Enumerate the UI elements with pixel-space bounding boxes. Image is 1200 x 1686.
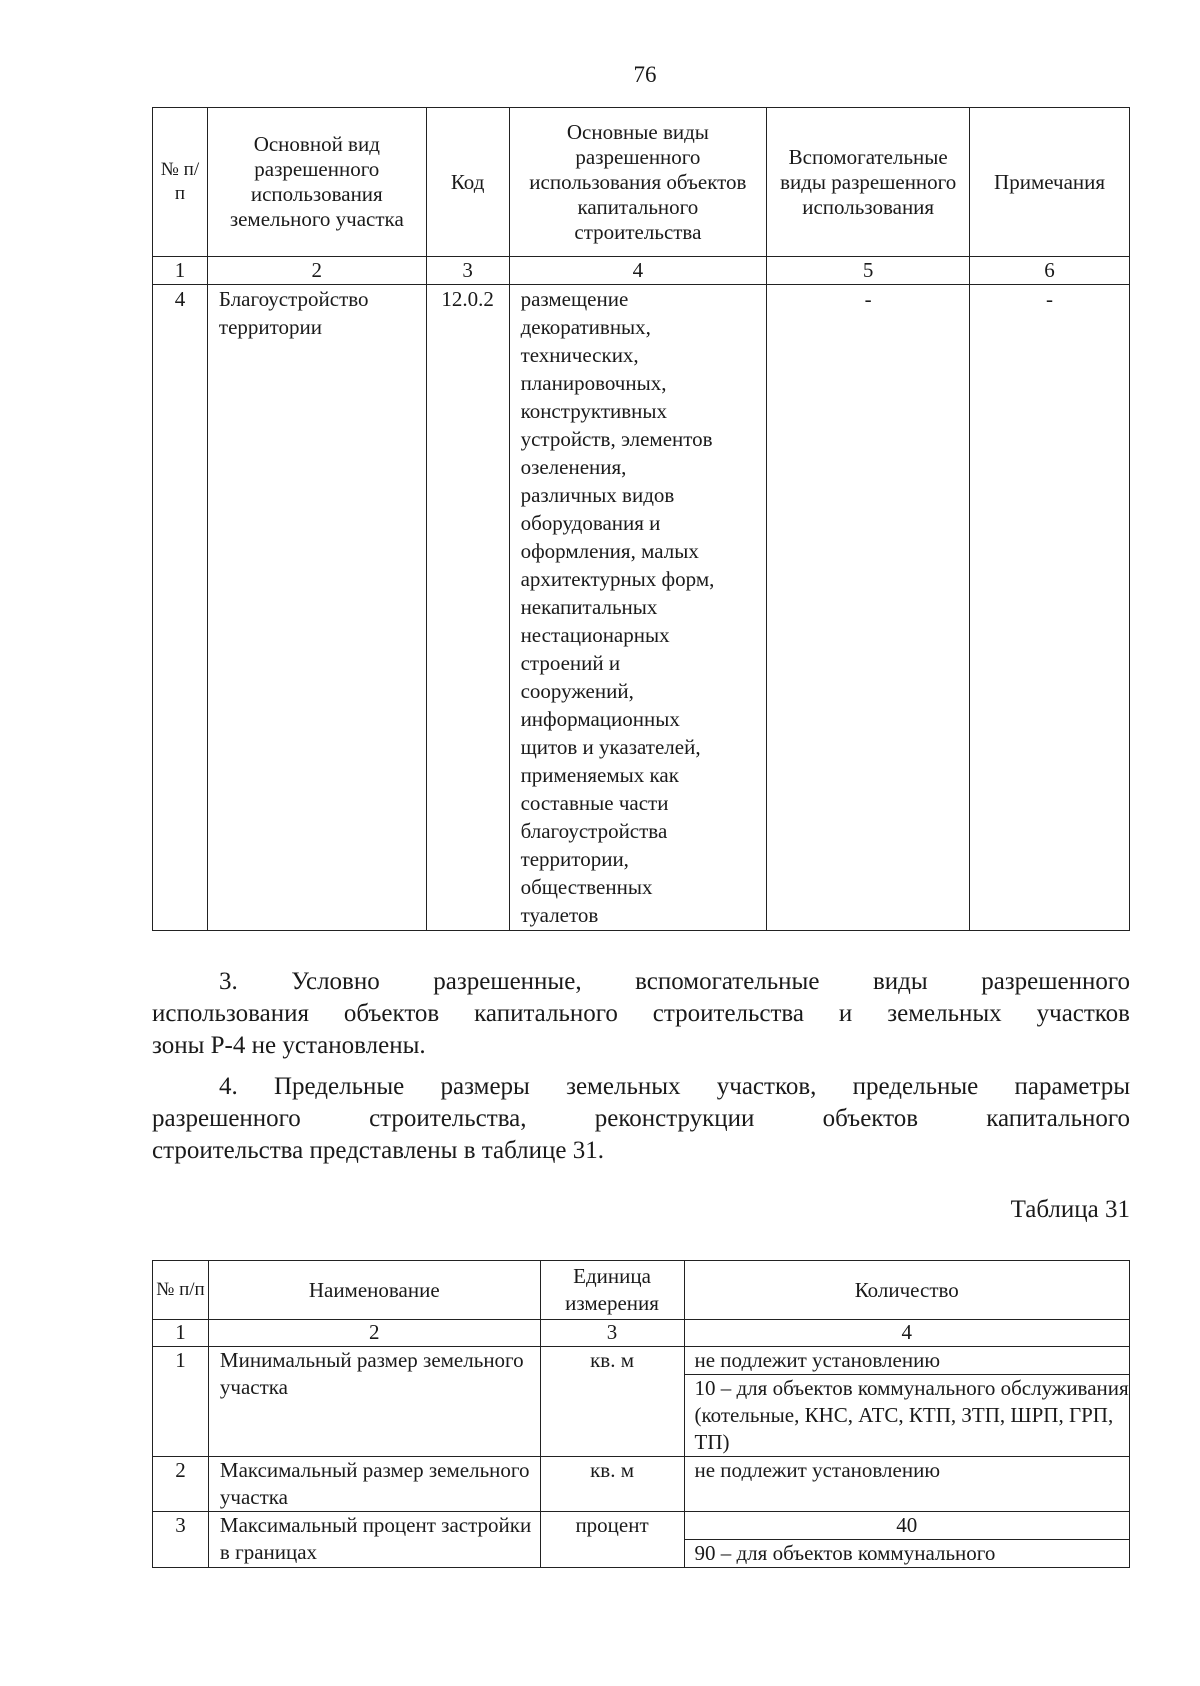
row-name: Максимальный процент застройки в границах <box>208 1512 540 1568</box>
description-line: различных видов <box>520 483 675 507</box>
description-line: озеленения, <box>520 455 627 479</box>
row-unit: процент <box>540 1512 684 1568</box>
row-num: 4 <box>153 285 208 931</box>
description-line: территории, <box>520 847 629 871</box>
row-quantity: не подлежит установлению <box>684 1457 1130 1512</box>
table-row <box>153 1457 1130 1512</box>
description-line: нестационарных <box>520 623 670 647</box>
description-line: технических, <box>520 343 639 367</box>
description-line: устройств, элементов <box>520 427 713 451</box>
table-row <box>153 285 1130 931</box>
header-main-kinds: Основные виды разрешенного использования объектов капитального строительства <box>509 108 767 257</box>
row-quantity: 40 <box>684 1512 1130 1540</box>
description-line: составные части <box>520 791 669 815</box>
description-line: планировочных, <box>520 371 667 395</box>
row-quantity: 10 – для объектов коммунального обслуживания (котельные, КНС, АТС, КТП, ЗТП, ШРП, ГРП, ТП) <box>684 1375 1130 1457</box>
table-header-row <box>153 1261 1130 1320</box>
column-index: 1 <box>153 1320 209 1347</box>
description-line: конструктивных <box>520 399 668 423</box>
row-notes: - <box>970 285 1130 931</box>
page-number: 76 <box>633 62 657 87</box>
paragraph-line: 4. Предельные размеры земельных участков, предельные параметры <box>219 1073 1130 1100</box>
row-name: Благоустройство территории <box>207 285 426 931</box>
table-row <box>153 1512 1130 1540</box>
description-line: щитов и указателей, <box>520 735 701 759</box>
header-auxiliary: Вспомогательные виды разрешенного использования <box>767 108 970 257</box>
row-num: 3 <box>153 1512 209 1568</box>
header-unit: Единица измерения <box>540 1261 684 1320</box>
header-main-type: Основной вид разрешенного использования земельного участка <box>207 108 426 257</box>
column-index: 1 <box>153 257 208 285</box>
column-index: 6 <box>970 257 1130 285</box>
header-code: Код <box>426 108 509 257</box>
description-line: благоустройства <box>520 819 668 843</box>
column-index: 4 <box>684 1320 1130 1347</box>
land-use-table <box>152 107 1130 931</box>
table-31-caption: Таблица 31 <box>1010 1196 1130 1223</box>
column-index: 4 <box>509 257 767 285</box>
paragraph-line: строительства представлены в таблице 31. <box>152 1137 605 1164</box>
header-quantity: Количество <box>684 1261 1130 1320</box>
description-line: туалетов <box>520 903 599 927</box>
description-line: применяемых как <box>520 763 679 787</box>
column-index: 2 <box>208 1320 540 1347</box>
row-unit: кв. м <box>540 1347 684 1457</box>
paragraph-3 <box>152 966 1130 1062</box>
row-quantity: 90 – для объектов коммунального <box>684 1540 1130 1568</box>
table-31 <box>152 1260 1130 1568</box>
header-num: № п/п <box>153 1261 209 1320</box>
row-num: 1 <box>153 1347 209 1457</box>
description-line: строений и <box>520 651 621 675</box>
description-line: оформления, малых <box>520 539 699 563</box>
paragraph-line: разрешенного строительства, реконструкции объектов капитального <box>152 1105 1130 1132</box>
row-num: 2 <box>153 1457 209 1512</box>
description-line: некапитальных <box>520 595 658 619</box>
row-unit: кв. м <box>540 1457 684 1512</box>
row-description <box>509 285 767 931</box>
paragraph-4 <box>152 1071 1130 1167</box>
description-line: общественных <box>520 875 653 899</box>
description-line: архитектурных форм, <box>520 567 715 591</box>
column-index-row <box>153 1320 1130 1347</box>
row-auxiliary: - <box>767 285 970 931</box>
description-line: декоративных, <box>520 315 651 339</box>
description-line: размещение <box>520 287 629 311</box>
header-name: Наименование <box>208 1261 540 1320</box>
row-code: 12.0.2 <box>426 285 509 931</box>
column-index-row <box>153 257 1130 285</box>
column-index: 2 <box>207 257 426 285</box>
header-notes: Примечания <box>970 108 1130 257</box>
description-line: сооружений, <box>520 679 634 703</box>
paragraph-line: 3. Условно разрешенные, вспомогательные виды разрешенного <box>219 968 1130 995</box>
table-row <box>153 1347 1130 1375</box>
table-header-row <box>153 108 1130 257</box>
column-index: 3 <box>426 257 509 285</box>
row-name: Минимальный размер земельного участка <box>208 1347 540 1457</box>
description-line: оборудования и <box>520 511 661 535</box>
column-index: 3 <box>540 1320 684 1347</box>
row-quantity: не подлежит установлению <box>684 1347 1130 1375</box>
description-line: информационных <box>520 707 680 731</box>
column-index: 5 <box>767 257 970 285</box>
paragraph-line: использования объектов капитального строительства и земельных участков <box>152 1000 1130 1027</box>
header-num: № п/п <box>153 108 208 257</box>
row-name: Максимальный размер земельного участка <box>208 1457 540 1512</box>
paragraph-line: зоны Р-4 не установлены. <box>152 1032 426 1059</box>
